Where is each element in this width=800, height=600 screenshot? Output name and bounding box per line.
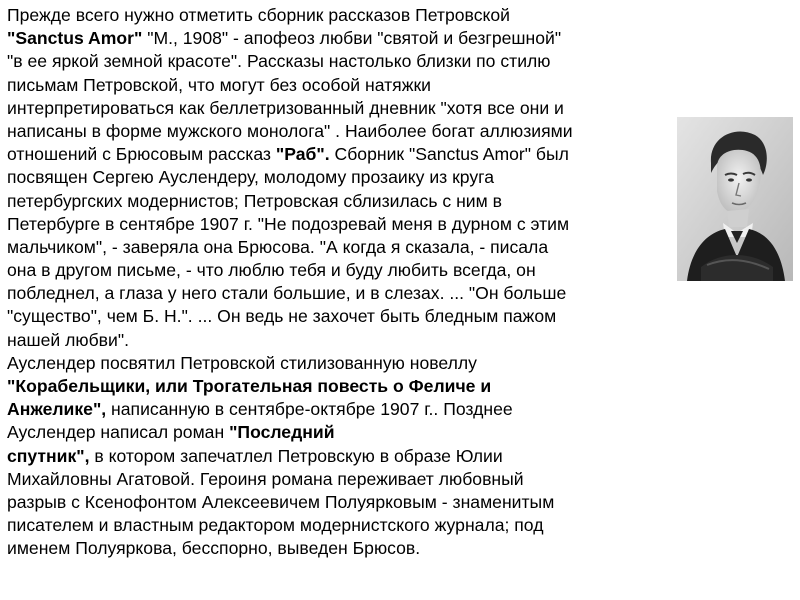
text-line: петербургских модернистов; Петровская сблизилась с ним в xyxy=(7,190,502,211)
bold-title-rab: "Раб". xyxy=(275,144,330,165)
text-line xyxy=(7,143,667,166)
text-line: нашей любви". xyxy=(7,329,129,350)
text-line xyxy=(7,445,667,468)
bold-title-korabelshchiki: "Корабельщики, или Трогательная повесть о Феличе и xyxy=(7,376,492,396)
bold-title-posledniy: "Последний xyxy=(229,422,335,443)
text-line: "существо", чем Б. Н.". ... Он ведь не захочет быть бледным пажом xyxy=(7,306,557,327)
text-line xyxy=(7,27,667,50)
text-line xyxy=(7,375,667,398)
text-line: "в ее яркой земной красоте". Рассказы настолько близки по стилю xyxy=(7,51,551,72)
text-fragment: написанную в сентябре-октябре 1907 г.. Позднее xyxy=(106,399,513,420)
text-line: мальчиком", - заверяла она Брюсова. "А когда я сказала, - писала xyxy=(7,236,549,257)
portrait-photo-icon xyxy=(677,117,793,281)
text-line: посвящен Сергею Ауслендеру, молодому прозаику из круга xyxy=(7,167,494,188)
text-line: письмам Петровской, что могут без особой натяжки xyxy=(7,74,431,95)
text-line xyxy=(7,421,667,444)
text-line: написаны в форме мужского монолога" . Наиболее богат аллюзиями xyxy=(7,120,573,141)
bold-title-korabelshchiki-end: Анжелике", xyxy=(7,399,107,420)
text-fragment: отношений с Брюсовым рассказ xyxy=(7,144,276,165)
text-line: Петербурге в сентябре 1907 г. "Не подозревай меня в дурном с этим xyxy=(7,213,570,234)
body-text xyxy=(7,4,667,561)
bold-title-sanctus-amor: "Sanctus Amor" xyxy=(7,28,143,49)
text-fragment: "М., 1908" - апофеоз любви "святой и безгрешной" xyxy=(142,28,562,49)
bold-title-sputnik: спутник", xyxy=(7,445,90,466)
text-line: Михайловны Агатовой. Героиня романа переживает любовный xyxy=(7,468,524,489)
text-line: интерпретироваться как беллетризованный дневник "хотя все они и xyxy=(7,97,564,118)
text-line: побледнел, а глаза у него стали большие, и в слезах. ... "Он больше xyxy=(7,283,567,304)
text-fragment: в котором запечатлел Петровскую в образе Юлии xyxy=(89,445,503,466)
portrait-photo xyxy=(677,117,793,281)
text-line: она в другом письме, - что люблю тебя и буду любить всегда, он xyxy=(7,260,536,281)
text-line: писателем и властным редактором модернистского журнала; под xyxy=(7,515,544,536)
text-line: Прежде всего нужно отметить сборник рассказов Петровской xyxy=(7,5,511,25)
text-line: именем Полуяркова, бесспорно, выведен Брюсов. xyxy=(7,538,421,559)
text-line: Ауслендер посвятил Петровской стилизованную новеллу xyxy=(7,352,477,373)
text-line xyxy=(7,398,667,421)
text-fragment: Сборник "Sanctus Amor" был xyxy=(329,144,569,165)
text-fragment: Ауслендер написал роман xyxy=(7,422,230,443)
text-line: разрыв с Ксенофонтом Алексеевичем Полуярковым - знаменитым xyxy=(7,491,555,512)
